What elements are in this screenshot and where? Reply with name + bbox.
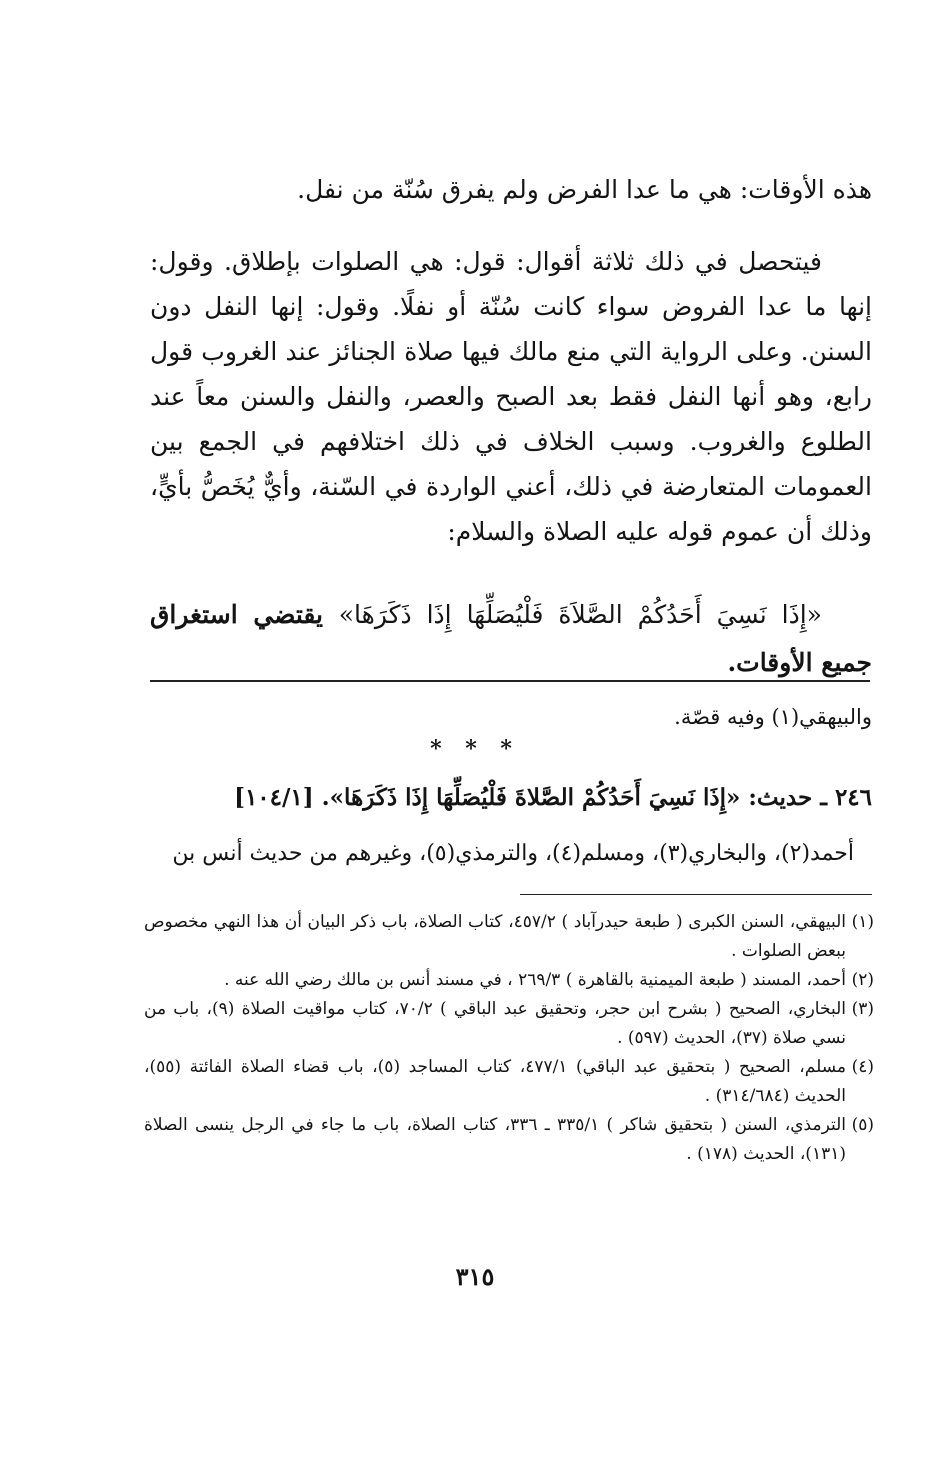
footnote-number: (٣)	[851, 999, 874, 1019]
footnote-text: أحمد، المسند ( طبعة الميمنية بالقاهرة ) ٢٦٩/٣ ، في مسند أنس بن مالك رضي الله عنه .	[224, 970, 846, 990]
hadith-quote: «إِذَا نَسِيَ أَحَدُكُمْ الصَّلاَةَ فَلْيُصَلِّهَا إِذَا ذَكَرَهَا»	[338, 600, 822, 629]
page-number: ٣١٥	[455, 1262, 495, 1291]
hadith-conclusion: يقتضي استغراق جميع الأوقات.	[150, 600, 872, 677]
section-separator-stars: * * *	[430, 736, 520, 762]
footnote-4	[144, 1053, 874, 1111]
main-divider	[150, 680, 870, 682]
footnote-text: البخاري، الصحيح ( بشرح ابن حجر، وتحقيق عبد الباقي ) ٧٠/٢، كتاب مواقيت الصلاة (٩)، باب من نسي صلاة (٣٧)، الحديث (٥٩٧) .	[144, 999, 846, 1048]
footnote-divider	[520, 894, 872, 895]
hadith-sources-line: أحمد(٢)، والبخاري(٣)، ومسلم(٤)، والترمذي(٥)، وغيرهم من حديث أنس بن	[172, 841, 854, 866]
takhrij-continuation: والبيهقي(١) وفيه قصّة.	[674, 705, 872, 729]
hadith-volume-reference: [١٠٤/١]	[234, 784, 314, 811]
footnotes	[144, 908, 874, 1169]
footnote-number: (٥)	[851, 1115, 874, 1135]
footnote-text: البيهقي، السنن الكبرى ( طبعة حيدرآباد ) ٤٥٧/٢، كتاب الصلاة، باب ذكر البيان أن هذا النهي مخصوص ببعض الصلوات .	[144, 912, 846, 961]
footnote-number: (١)	[851, 912, 874, 932]
footnote-5	[144, 1111, 874, 1169]
footnote-2	[144, 966, 874, 995]
opening-paragraph: هذه الأوقات: هي ما عدا الفرض ولم يفرق سُنّة من نفل.	[297, 175, 872, 204]
hadith-heading-text: ٢٤٦ ـ حديث: «إِذَا نَسِيَ أَحَدُكُمْ الصَّلاةَ فَلْيُصَلِّهَا إِذَا ذَكَرَهَا».	[313, 784, 872, 811]
footnote-text: مسلم، الصحيح ( بتحقيق عبد الباقي) ٤٧٧/١، كتاب المساجد (٥)، باب قضاء الصلاة الفائتة (٥٥)، الحديث (٣١٤/٦٨٤) .	[144, 1057, 846, 1106]
hadith-246-heading	[150, 780, 872, 816]
footnote-number: (٤)	[851, 1057, 874, 1077]
hadith-paragraph	[150, 591, 872, 687]
footnote-3	[144, 995, 874, 1053]
three-opinions-paragraph: فيتحصل في ذلك ثلاثة أقوال: قول: هي الصلوات بإطلاق. وقول: إنها ما عدا الفروض سواء كانت سُنّة أو نفلًا. وقول: إنها النفل دون السنن. وعلى الرواية التي منع مالك فيها صلاة الجنائز عند الغروب قول رابع، وهو أنها النفل فقط بعد الصبح والعصر، والنفل والسنن معاً عند الطلوع والغروب. وسبب الخلاف في ذلك اختلافهم في الجمع بين العمومات المتعارضة في ذلك، أعني الواردة في السّنة، وأيٌّ يُخَصُّ بأيٍّ، وذلك أن عموم قوله عليه الصلاة والسلام:	[150, 247, 872, 546]
footnote-1	[144, 908, 874, 966]
footnote-number: (٢)	[851, 970, 874, 990]
footnote-text: الترمذي، السنن ( بتحقيق شاكر ) ٣٣٥/١ ـ ٣٣٦، كتاب الصلاة، باب ما جاء في الرجل ينسى الصلاة (١٣١)، الحديث (١٧٨) .	[144, 1115, 846, 1164]
